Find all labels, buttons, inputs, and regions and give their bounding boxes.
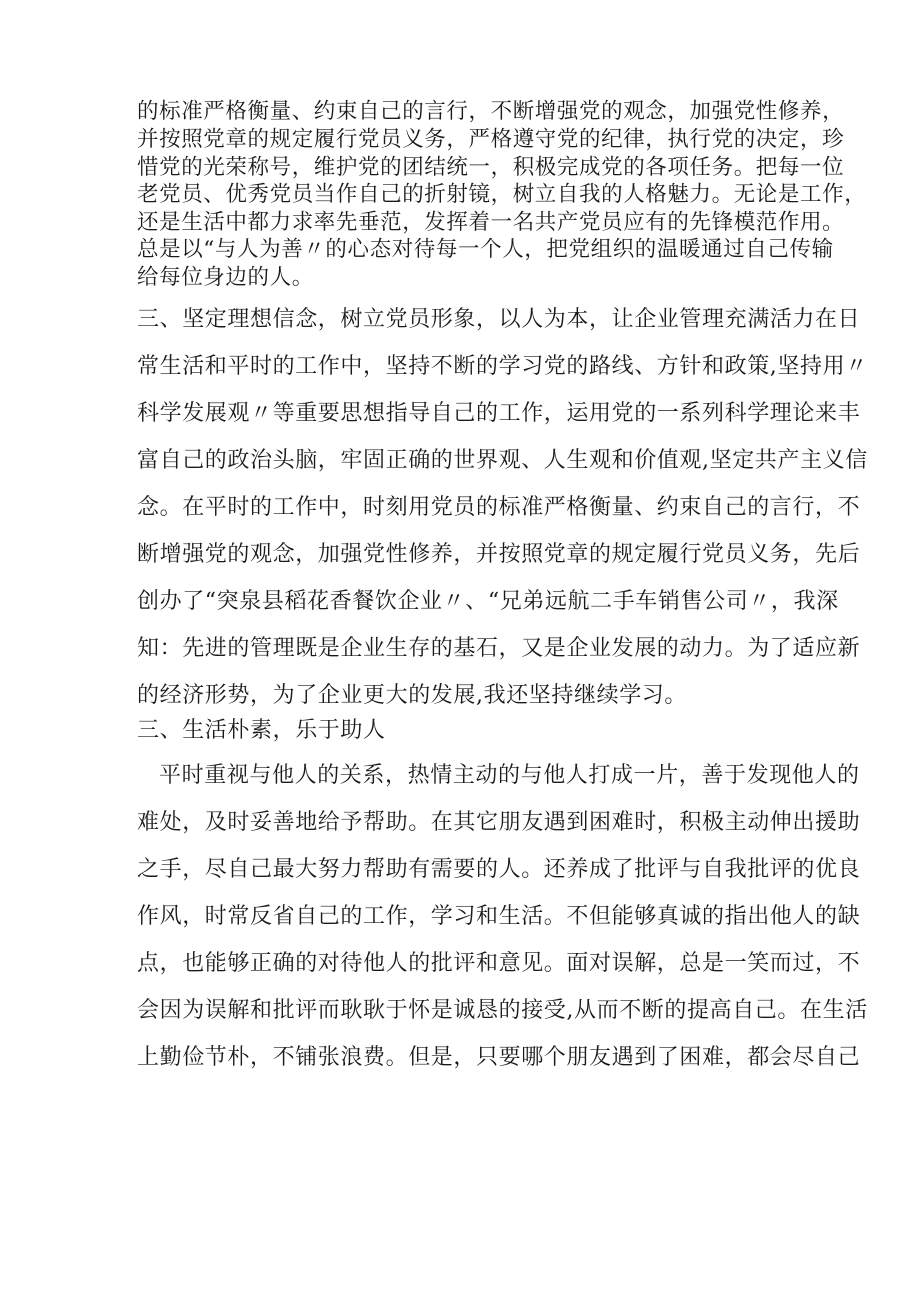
paragraph-2-line: 三、坚定理想信念，树立党员形象，以人为本，让企业管理充满活力在日 [137, 307, 861, 332]
paragraph-2-line: 断增强党的观念，加强党性修养，并按照党章的规定履行党员义务，先后 [137, 542, 861, 567]
paragraph-1-line: 还是生活中都力求率先垂范，发挥着一名共产党员应有的先锋模范作用。 [137, 210, 845, 235]
section-heading: 三、生活朴素，乐于助人 [137, 718, 386, 743]
paragraph-2-line: 知：先进的管理既是企业生存的基石，又是企业发展的动力。为了适应新 [137, 636, 861, 661]
paragraph-3-line: 会因为误解和批评而耿耿于怀是诚恳的接受,从而不断的提高自己。在生活 [137, 998, 868, 1023]
paragraph-3-line: 上勤俭节朴，不铺张浪费。但是，只要哪个朋友遇到了困难，都会尽自己 [137, 1045, 861, 1070]
paragraph-1-line: 总是以“与人为善〃的心态对待每一个人，把党组织的温暖通过自己传输 [137, 237, 834, 262]
paragraph-2-line: 念。在平时的工作中，时刻用党员的标准严格衡量、约束自己的言行，不 [137, 495, 861, 520]
paragraph-3-line: 作风，时常反省自己的工作，学习和生活。不但能够真诚的指出他人的缺 [137, 904, 861, 929]
paragraph-1-line: 老党员、优秀党员当作自己的折射镜，树立自我的人格魅力。无论是工作， [137, 182, 867, 207]
paragraph-1-line: 的标准严格衡量、约束自己的言行，不断增强党的观念，加强党性修养， [137, 99, 845, 124]
paragraph-3-line: 点，也能够正确的对待他人的批评和意见。面对误解，总是一笑而过，不 [137, 951, 861, 976]
paragraph-1-line: 给每位身边的人。 [137, 265, 314, 290]
paragraph-2-line: 创办了“突泉县稻花香餐饮企业〃、“兄弟远航二手车销售公司〃，我深 [137, 589, 839, 614]
paragraph-3-line: 平时重视与他人的关系，热情主动的与他人打成一片，善于发现他人的 [159, 763, 860, 788]
paragraph-3-line: 难处，及时妥善地给予帮助。在其它朋友遇到困难时，积极主动伸出援助 [137, 810, 861, 835]
paragraph-2-line: 常生活和平时的工作中，坚持不断的学习党的路线、方针和政策,坚持用〃 [137, 354, 868, 379]
paragraph-1-line: 惜党的光荣称号，维护党的团结统一，积极完成党的各项任务。把每一位 [137, 155, 845, 180]
paragraph-1-line: 并按照党章的规定履行党员义务，严格遵守党的纪律，执行党的决定，珍 [137, 127, 845, 152]
paragraph-2-line: 科学发展观〃等重要思想指导自己的工作，运用党的一系列科学理论来丰 [137, 401, 861, 426]
paragraph-2-line: 的经济形势，为了企业更大的发展,我还坚持继续学习。 [137, 683, 687, 708]
paragraph-3-line: 之手，尽自己最大努力帮助有需要的人。还养成了批评与自我批评的优良 [137, 857, 861, 882]
paragraph-2-line: 富自己的政治头脑，牢固正确的世界观、人生观和价值观,坚定共产主义信 [137, 448, 868, 473]
